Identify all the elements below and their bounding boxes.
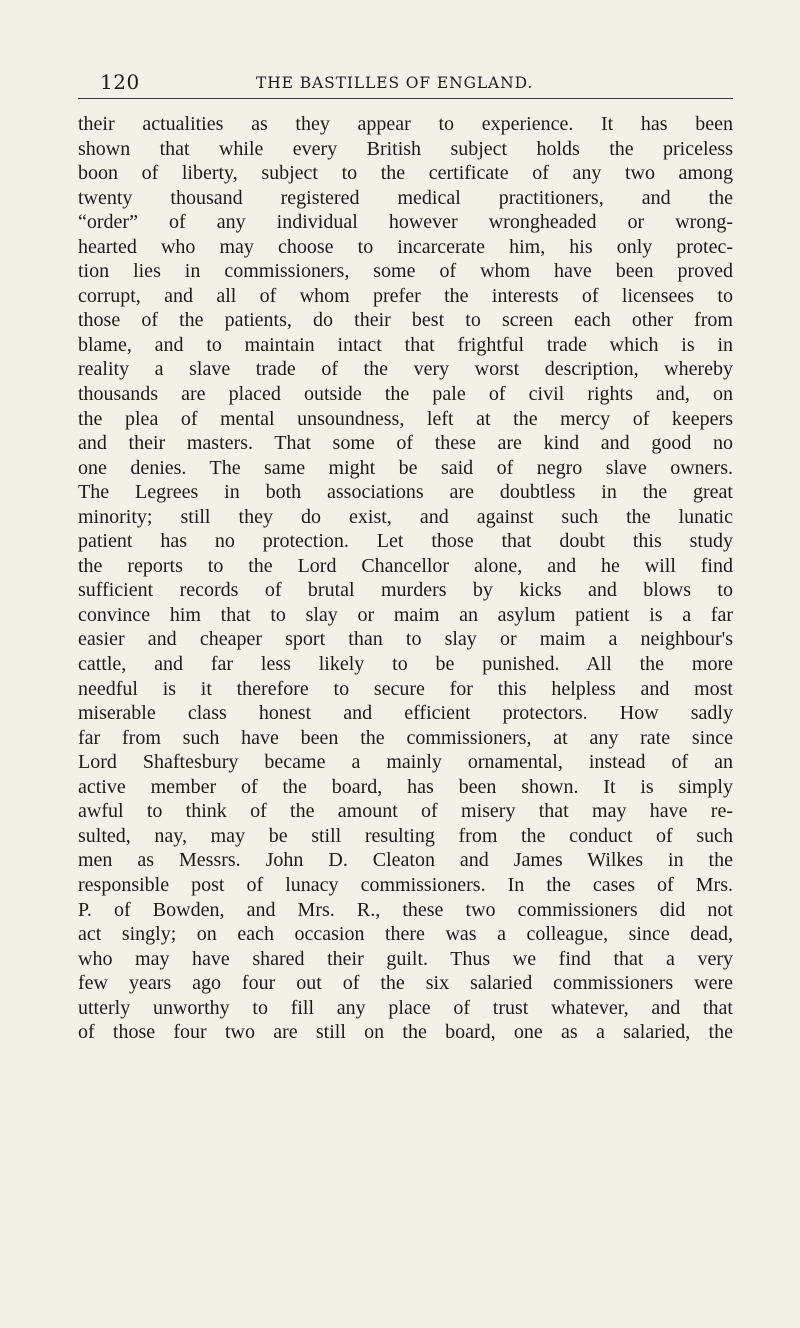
text-line: patient has no protection. Let those that doubt this study [78, 530, 733, 553]
text-line: blame, and to maintain intact that frightful trade which is in [78, 333, 733, 356]
text-line: Lord Shaftesbury became a mainly ornamental, instead of an [78, 751, 733, 774]
text-line: few years ago four out of the six salaried commissioners were [78, 972, 733, 995]
text-line: shown that while every British subject holds the priceless [78, 137, 733, 160]
running-title: THE BASTILLES OF ENGLAND. [256, 74, 534, 92]
text-line: thousands are placed outside the pale of civil rights and, on [78, 383, 733, 406]
text-line: men as Messrs. John D. Cleaton and James Wilkes in the [78, 849, 733, 872]
body-paragraph [78, 112, 733, 1045]
text-line: tion lies in commissioners, some of whom have been proved [78, 260, 733, 283]
text-line: who may have shared their guilt. Thus we find that a very [78, 947, 733, 970]
text-line: awful to think of the amount of misery that may have re- [78, 800, 733, 823]
text-line: sufficient records of brutal murders by kicks and blows to [78, 579, 733, 602]
text-line: “order” of any individual however wrongheaded or wrong- [78, 211, 733, 234]
text-line: miserable class honest and efficient protectors. How sadly [78, 702, 733, 725]
text-line: responsible post of lunacy commissioners. In the cases of Mrs. [78, 873, 733, 896]
text-line: boon of liberty, subject to the certificate of any two among [78, 162, 733, 185]
text-line: hearted who may choose to incarcerate him, his only protec- [78, 235, 733, 258]
text-line: reality a slave trade of the very worst description, whereby [78, 358, 733, 381]
text-line: sulted, nay, may be still resulting from the conduct of such [78, 824, 733, 847]
page-header [78, 62, 733, 99]
text-line: active member of the board, has been shown. It is simply [78, 775, 733, 798]
text-line: corrupt, and all of whom prefer the interests of licensees to [78, 284, 733, 307]
text-line: cattle, and far less likely to be punished. All the more [78, 653, 733, 676]
book-page [78, 62, 733, 1045]
text-line: utterly unworthy to fill any place of trust whatever, and that [78, 996, 733, 1019]
text-line: of those four two are still on the board, one as a salaried, the [78, 1021, 733, 1044]
text-line: and their masters. That some of these are kind and good no [78, 432, 733, 455]
text-line: minority; still they do exist, and against such the lunatic [78, 505, 733, 528]
text-line: twenty thousand registered medical practitioners, and the [78, 186, 733, 209]
text-line: far from such have been the commissioners, at any rate since [78, 726, 733, 749]
text-line: their actualities as they appear to experience. It has been [78, 113, 733, 135]
text-line: easier and cheaper sport than to slay or maim a neighbour's [78, 628, 733, 651]
text-line: act singly; on each occasion there was a colleague, since dead, [78, 923, 733, 946]
text-line: those of the patients, do their best to screen each other from [78, 309, 733, 332]
text-line: The Legrees in both associations are doubtless in the great [78, 481, 733, 504]
text-line: P. of Bowden, and Mrs. R., these two commissioners did not [78, 898, 733, 921]
text-line: one denies. The same might be said of negro slave owners. [78, 456, 733, 479]
text-line: needful is it therefore to secure for this helpless and most [78, 677, 733, 700]
text-line: the reports to the Lord Chancellor alone, and he will find [78, 554, 733, 577]
page-number: 120 [100, 70, 140, 94]
text-line: convince him that to slay or maim an asylum patient is a far [78, 603, 733, 626]
text-line: the plea of mental unsoundness, left at the mercy of keepers [78, 407, 733, 430]
